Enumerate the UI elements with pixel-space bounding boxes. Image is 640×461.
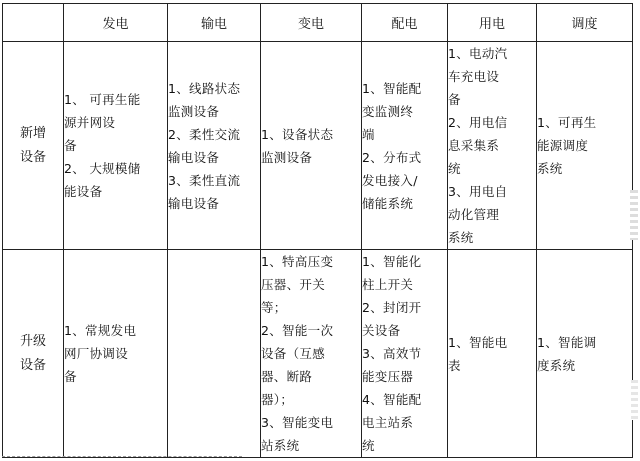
table-cell [168, 250, 261, 458]
col-header-consumption: 用电 [448, 4, 537, 42]
table-cell: 1、 可再生能 源并网设 备 2、 大规模储 能设备 [64, 42, 168, 250]
row-label-upgrade: 升级 设备 [3, 250, 64, 458]
col-header-dispatch: 调度 [537, 4, 633, 42]
table-cell: 1、常规发电 网厂协调设 备 [64, 250, 168, 458]
scan-artifact [630, 190, 638, 240]
table-cell: 1、特高压变 压器、开关 等； 2、智能一次 设备（互感 器、断路 器）； 3、智能变电 站系统 [261, 250, 362, 458]
corner-cell [3, 4, 64, 42]
table-cell: 1、智能配 变监测终 端 2、分布式 发电接入/ 储能系统 [362, 42, 448, 250]
page-divider [2, 456, 242, 457]
col-header-distribution: 配电 [362, 4, 448, 42]
table-row [3, 250, 633, 458]
col-header-substation: 变电 [261, 4, 362, 42]
table-cell: 1、电动汽 车充电设 备 2、用电信 息采集系 统 3、用电自 动化管理 系统 [448, 42, 537, 250]
col-header-transmission: 输电 [168, 4, 261, 42]
table-cell: 1、智能电 表 [448, 250, 537, 458]
table-cell: 1、设备状态 监测设备 [261, 42, 362, 250]
table-cell: 1、线路状态 监测设备 2、柔性交流 输电设备 3、柔性直流 输电设备 [168, 42, 261, 250]
table-cell: 1、智能调 度系统 [537, 250, 633, 458]
table-row [3, 42, 633, 250]
header-row [3, 4, 633, 42]
scan-artifact [631, 380, 638, 420]
row-label-new: 新增 设备 [3, 42, 64, 250]
equipment-table [2, 3, 633, 458]
table-cell: 1、智能化 柱上开关 2、封闭开 关设备 3、高效节 能变压器 4、智能配 电主站系 统 [362, 250, 448, 458]
col-header-generation: 发电 [64, 4, 168, 42]
table-cell: 1、可再生 能源调度 系统 [537, 42, 633, 250]
